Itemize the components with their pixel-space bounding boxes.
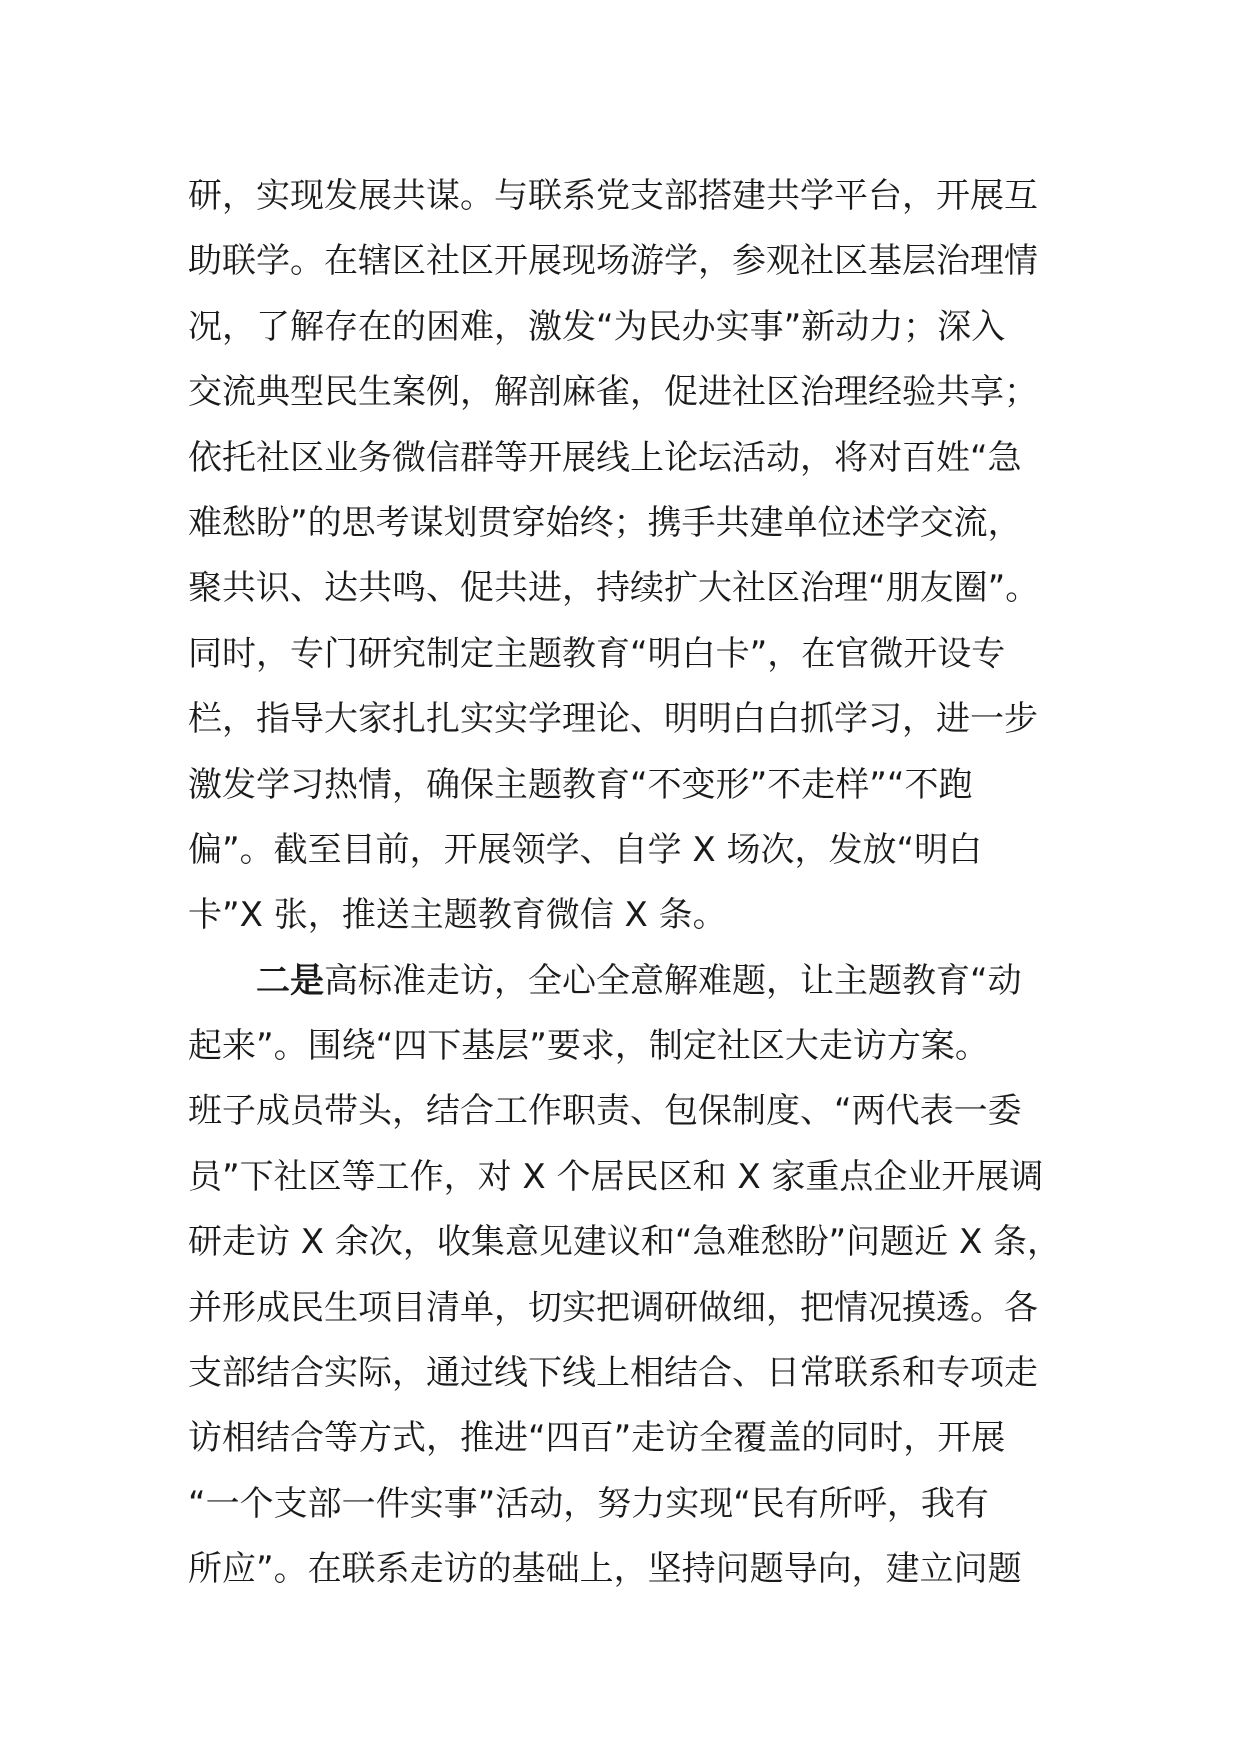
paragraph-lead-bold: 二是 xyxy=(256,960,324,1001)
text-line: 偏”。截至目前，开展领学、自学 X 场次，发放“明白 xyxy=(188,829,983,870)
text-line: 依托社区业务微信群等开展线上论坛活动，将对百姓“急 xyxy=(188,437,1022,478)
paragraph-2-first-line xyxy=(188,949,1068,1014)
paragraph-lead-rest: 高标准走访，全心全意解难题，让主题教育“动 xyxy=(324,960,1022,1001)
text-line: 激发学习热情，确保主题教育“不变形”不走样”“不跑 xyxy=(188,764,973,805)
text-line: 卡”X 张，推送主题教育微信 X 条。 xyxy=(188,895,727,936)
text-line: 员”下社区等工作，对 X 个居民区和 X 家重点企业开展调 xyxy=(188,1156,1044,1197)
text-line: 交流典型民生案例，解剖麻雀，促进社区治理经验共享； xyxy=(188,372,1038,413)
text-line: 同时，专门研究制定主题教育“明白卡”，在官微开设专 xyxy=(188,633,1006,674)
paragraph-2 xyxy=(188,949,1068,1603)
text-line: 班子成员带头，结合工作职责、包保制度、“两代表一委 xyxy=(188,1091,1022,1132)
text-line: 起来”。围绕“四下基层”要求，制定社区大走访方案。 xyxy=(188,1026,989,1067)
text-line: 况，了解存在的困难，激发“为民办实事”新动力；深入 xyxy=(188,306,1006,347)
text-line: 所应”。在联系走访的基础上，坚持问题导向，建立问题 xyxy=(188,1549,1022,1590)
text-line: 难愁盼”的思考谋划贯穿始终；携手共建单位述学交流， xyxy=(188,502,1022,543)
text-line: 支部结合实际，通过线下线上相结合、日常联系和专项走 xyxy=(188,1353,1038,1394)
text-line: 助联学。在辖区社区开展现场游学，参观社区基层治理情 xyxy=(188,241,1038,282)
text-line: 访相结合等方式，推进“四百”走访全覆盖的同时，开展 xyxy=(188,1418,1006,1459)
body-text xyxy=(188,164,1068,1603)
text-line: 栏，指导大家扎扎实实学理论、明明白白抓学习，进一步 xyxy=(188,699,1038,740)
paragraph-1 xyxy=(188,164,1068,949)
text-line: 研，实现发展共谋。与联系党支部搭建共学平台，开展互 xyxy=(188,176,1038,216)
text-line: 研走访 X 余次，收集意见建议和“急难愁盼”问题近 X 条， xyxy=(188,1222,1062,1263)
text-line: 并形成民生项目清单，切实把调研做细，把情况摸透。各 xyxy=(188,1287,1038,1328)
text-line: “一个支部一件实事”活动，努力实现“民有所呼，我有 xyxy=(188,1483,989,1524)
text-line: 聚共识、达共鸣、促共进，持续扩大社区治理“朋友圈”。 xyxy=(188,568,1040,609)
